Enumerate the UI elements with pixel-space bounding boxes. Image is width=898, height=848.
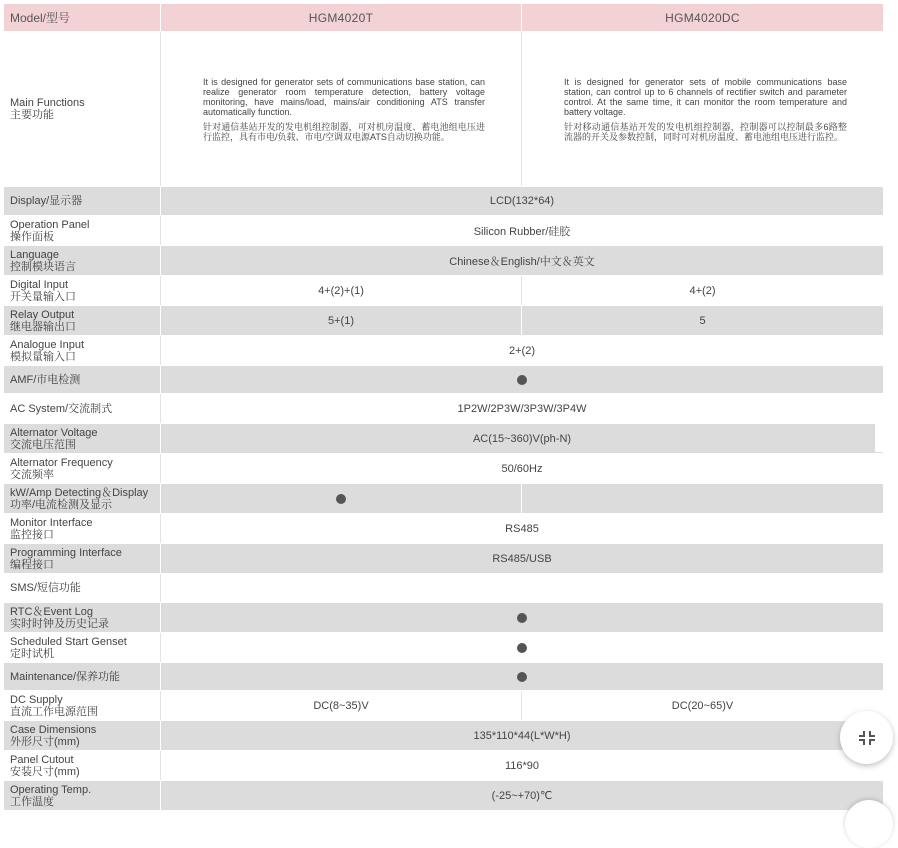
- row-label: kW/Amp Detecting＆Display 功率/电流检测及显示: [4, 484, 161, 513]
- value-both-models: RS485/USB: [161, 544, 883, 573]
- supported-dot-icon: [336, 494, 346, 504]
- table-row: [4, 691, 883, 721]
- row-edge-gap: [875, 423, 883, 452]
- value-both-models: [161, 633, 883, 662]
- model-a-heading: HGM4020T: [161, 4, 522, 31]
- main-functions-a: It is designed for generator sets of communications base station, can realize generator room temperature detection, battery voltage monitoring, have mains/load, mains/air conditioning ATS transfer automatically function. 针对通信基站开发的发电机组控制器，可对机房温度、蓄电池组电压进行监控，具有市电/负载、市电/空调双电源ATS自动切换功能。: [161, 32, 522, 186]
- value-model-a: [161, 484, 522, 513]
- table-row: [4, 484, 883, 514]
- table-row: [4, 781, 883, 811]
- row-label: AMF/市电检测: [4, 366, 161, 393]
- row-label: Panel Cutout 安装尺寸(mm): [4, 751, 161, 780]
- table-row: [4, 751, 883, 781]
- table-row: [4, 216, 883, 246]
- row-label: Programming Interface 编程接口: [4, 544, 161, 573]
- row-label: Display/显示器: [4, 187, 161, 215]
- value-both-models: 2+(2): [161, 336, 883, 365]
- table-row: [4, 187, 883, 216]
- row-label: Case Dimensions 外形尺寸(mm): [4, 721, 161, 750]
- value-both-models: 50/60Hz: [161, 454, 883, 483]
- value-both-models: Silicon Rubber/硅胶: [161, 216, 883, 245]
- row-label: Monitor Interface 监控接口: [4, 514, 161, 543]
- value-both-models: 116*90: [161, 751, 883, 780]
- value-both-models: Chinese＆English/中文＆英文: [161, 246, 883, 275]
- value-model-a: DC(8~35)V: [161, 691, 522, 720]
- value-both-models: (-25~+70)℃: [161, 781, 883, 810]
- supported-dot-icon: [517, 643, 527, 653]
- value-model-b: [522, 484, 883, 513]
- row-label: Operation Panel 操作面板: [4, 216, 161, 245]
- supported-dot-icon: [517, 613, 527, 623]
- table-row: [4, 306, 883, 336]
- value-both-models: [161, 603, 883, 632]
- table-row: [4, 366, 883, 394]
- row-label: Digital Input 开关量输入口: [4, 276, 161, 305]
- row-label: DC Supply 直流工作电源范围: [4, 691, 161, 720]
- value-model-b: 5: [522, 306, 883, 335]
- row-label: Relay Output 继电器输出口: [4, 306, 161, 335]
- main-functions-row: [4, 32, 883, 187]
- value-both-models: [161, 574, 883, 602]
- table-row: [4, 424, 883, 454]
- value-both-models: [161, 663, 883, 690]
- supported-dot-icon: [517, 375, 527, 385]
- collapse-icon: [857, 729, 877, 747]
- model-b-heading: HGM4020DC: [522, 4, 883, 31]
- row-label: Alternator Voltage 交流电压范围: [4, 424, 161, 453]
- table-row: [4, 454, 883, 484]
- value-model-a: 4+(2)+(1): [161, 276, 522, 305]
- value-model-a: 5+(1): [161, 306, 522, 335]
- table-row: [4, 603, 883, 633]
- table-row: [4, 633, 883, 663]
- row-label: Main Functions 主要功能: [4, 32, 161, 186]
- table-row: [4, 276, 883, 306]
- scroll-top-button[interactable]: [845, 800, 893, 848]
- table-row: [4, 544, 883, 574]
- value-both-models: RS485: [161, 514, 883, 543]
- spec-table: [4, 4, 883, 811]
- table-row: [4, 514, 883, 544]
- supported-dot-icon: [517, 672, 527, 682]
- value-both-models: 1P2W/2P3W/3P3W/3P4W: [161, 394, 883, 423]
- table-row: [4, 246, 883, 276]
- value-both-models: 135*110*44(L*W*H): [161, 721, 883, 750]
- row-label: Alternator Frequency 交流频率: [4, 454, 161, 483]
- value-both-models: LCD(132*64): [161, 187, 883, 215]
- row-label: SMS/短信功能: [4, 574, 161, 602]
- table-row: [4, 336, 883, 366]
- value-model-b: 4+(2): [522, 276, 883, 305]
- row-label: Operating Temp. 工作温度: [4, 781, 161, 810]
- value-model-b: DC(20~65)V: [522, 691, 883, 720]
- table-row: [4, 663, 883, 691]
- row-label: Maintenance/保养功能: [4, 663, 161, 690]
- row-label: Analogue Input 模拟量输入口: [4, 336, 161, 365]
- row-label: RTC＆Event Log 实时时钟及历史记录: [4, 603, 161, 632]
- table-row: [4, 574, 883, 603]
- row-label: Language 控制模块语言: [4, 246, 161, 275]
- model-label: Model/型号: [4, 4, 161, 31]
- row-label: AC System/交流制式: [4, 394, 161, 423]
- value-both-models: [161, 366, 883, 393]
- value-both-models: AC(15~360)V(ph-N): [161, 424, 883, 453]
- table-header: [4, 4, 883, 32]
- table-row: [4, 394, 883, 424]
- main-functions-b: It is designed for generator sets of mobile communications base station, can control up to 6 channels of rectifier switch and parameter control. At the same time, it can monitor the room temperature and battery voltage. 针对移动通信基站开发的发电机组控制器，控制器可以控制最多6路整流器的开关及参数控制，同时可对机房温度、蓄电池组电压进行监控。: [522, 32, 883, 186]
- row-label: Scheduled Start Genset 定时试机: [4, 633, 161, 662]
- table-row: [4, 721, 883, 751]
- collapse-button[interactable]: [840, 711, 893, 764]
